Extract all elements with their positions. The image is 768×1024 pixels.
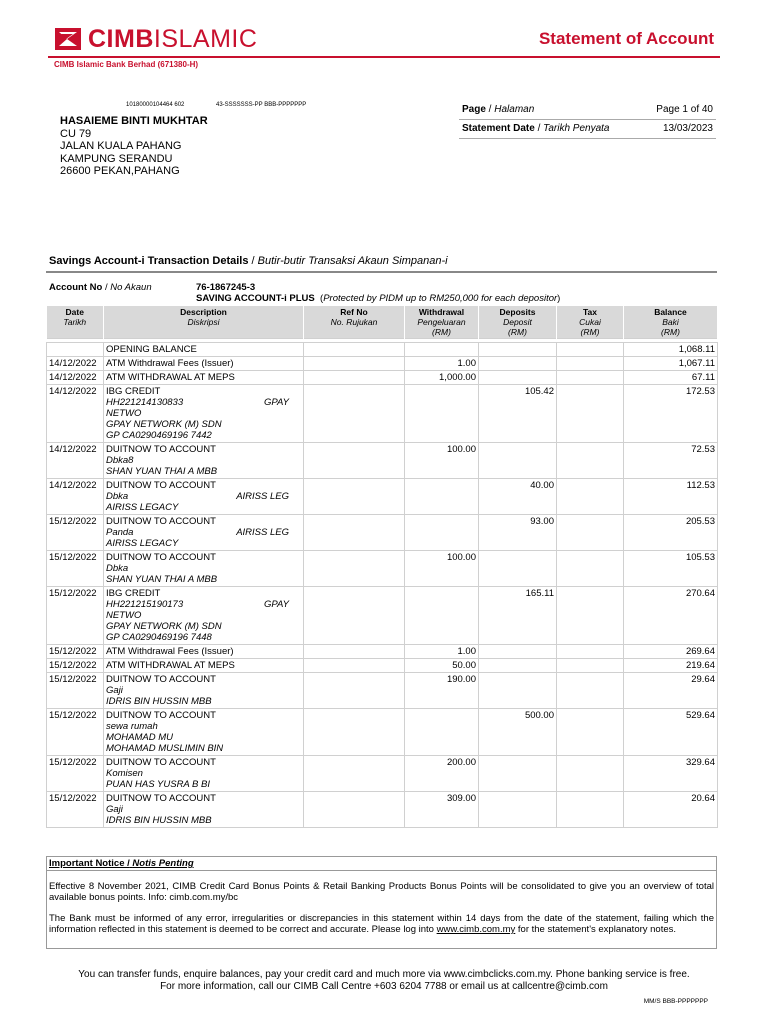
txn-date: 15/12/2022	[47, 645, 104, 659]
txn-date: 15/12/2022	[47, 659, 104, 673]
txn-deposit	[479, 443, 557, 479]
section-title: Savings Account-i Transaction Details / Butir-butir Transaksi Akaun Simpanan-i	[49, 255, 448, 267]
footer-code: MM/S BBB-PPPPPPP	[643, 998, 708, 1005]
transaction-row	[47, 479, 718, 515]
txn-withdrawal: 1.00	[405, 645, 479, 659]
txn-withdrawal: 1,000.00	[405, 371, 479, 385]
txn-deposit: 165.11	[479, 587, 557, 645]
txn-tax	[557, 515, 624, 551]
txn-deposit	[479, 357, 557, 371]
txn-withdrawal	[405, 515, 479, 551]
header-divider	[48, 56, 720, 58]
txn-withdrawal: 100.00	[405, 551, 479, 587]
txn-withdrawal: 200.00	[405, 756, 479, 792]
txn-description: DUITNOW TO ACCOUNT Komisen PUAN HAS YUSRA B BI	[104, 756, 304, 792]
txn-withdrawal	[405, 385, 479, 443]
mail-code-right: 43-SSSSSSS-PP BBB-PPPPPPP	[216, 102, 307, 108]
txn-date: 14/12/2022	[47, 357, 104, 371]
transaction-row	[47, 357, 718, 371]
txn-balance: 270.64	[624, 587, 718, 645]
statement-date-row: Statement Date / Tarikh Penyata 13/03/2023	[459, 120, 716, 139]
transaction-row	[47, 709, 718, 756]
txn-ref	[304, 587, 405, 645]
pidm-protection: Protected by PIDM up to RM250,000 for each depositor	[323, 293, 558, 304]
customer-address-block	[60, 115, 208, 178]
opening-balance-value: 1,068.11	[624, 343, 718, 357]
txn-ref	[304, 385, 405, 443]
transaction-table	[46, 306, 718, 828]
col-header-withdrawal: Withdrawal Pengeluaran (RM)	[405, 306, 479, 339]
transaction-row	[47, 385, 718, 443]
cimb-website-link[interactable]: www.cimb.com.my	[436, 924, 516, 935]
txn-withdrawal	[405, 587, 479, 645]
txn-ref	[304, 443, 405, 479]
txn-date: 15/12/2022	[47, 587, 104, 645]
document-title: Statement of Account	[538, 29, 714, 48]
txn-deposit	[479, 371, 557, 385]
section-divider	[46, 271, 717, 273]
txn-date: 14/12/2022	[47, 371, 104, 385]
txn-tax	[557, 479, 624, 515]
address-line: KAMPUNG SERANDU	[60, 152, 173, 165]
txn-balance: 269.64	[624, 645, 718, 659]
transaction-row	[47, 659, 718, 673]
txn-ref	[304, 756, 405, 792]
brand-logo: CIMBISLAMIC	[88, 25, 258, 53]
transaction-row	[47, 551, 718, 587]
txn-withdrawal: 100.00	[405, 443, 479, 479]
transaction-row	[47, 756, 718, 792]
txn-date: 15/12/2022	[47, 709, 104, 756]
txn-description: IBG CREDIT HH221214130833 GPAY NETWO GPAY NETWORK (M) SDN GP CA0290469196 7442	[104, 385, 304, 443]
txn-withdrawal: 1.00	[405, 357, 479, 371]
txn-tax	[557, 371, 624, 385]
important-notice: Important Notice / Notis Penting Effective 8 November 2021, CIMB Credit Card Bonus Points & Retail Banking Products Bonus Points will be consolidated to give you an overview of total available bonus points. Info: cimb.com.my/bc The Bank must be informed of any error, irregularities or discrepancies in this statement within 14 days from the date of the statement, failing which the information reflected in this statement is deemed to be correct and accurate. Please log into www.cimb.com.my for the statement's explanatory notes.	[46, 856, 717, 949]
txn-tax	[557, 357, 624, 371]
txn-date: 15/12/2022	[47, 551, 104, 587]
col-header-description: Description Diskripsi	[104, 306, 304, 339]
txn-deposit	[479, 673, 557, 709]
txn-deposit	[479, 659, 557, 673]
opening-balance-row	[47, 343, 718, 357]
txn-ref	[304, 792, 405, 828]
txn-description: DUITNOW TO ACCOUNT Dbka AIRISS LEG AIRISS LEGACY	[104, 479, 304, 515]
txn-date: 14/12/2022	[47, 385, 104, 443]
txn-tax	[557, 673, 624, 709]
txn-balance: 105.53	[624, 551, 718, 587]
txn-deposit: 40.00	[479, 479, 557, 515]
txn-description: DUITNOW TO ACCOUNT sewa rumah MOHAMAD MU MOHAMAD MUSLIMIN BIN	[104, 709, 304, 756]
statement-date: 13/03/2023	[662, 123, 713, 134]
col-header-balance: Balance Baki (RM)	[624, 306, 718, 339]
txn-date: 15/12/2022	[47, 515, 104, 551]
txn-balance: 529.64	[624, 709, 718, 756]
col-header-date: Date Tarikh	[47, 306, 104, 339]
col-header-tax: Tax Cukai (RM)	[557, 306, 624, 339]
txn-tax	[557, 659, 624, 673]
txn-deposit: 105.42	[479, 385, 557, 443]
transaction-row	[47, 515, 718, 551]
col-header-deposits: Deposits Deposit (RM)	[479, 306, 557, 339]
txn-date: 14/12/2022	[47, 479, 104, 515]
bank-legal-name: CIMB Islamic Bank Berhad (671380-H)	[54, 60, 199, 69]
txn-ref	[304, 371, 405, 385]
page-number: Page 1 of 40	[656, 104, 713, 115]
mail-code-left: 10180000104464 602	[126, 102, 185, 108]
txn-ref	[304, 659, 405, 673]
account-product: SAVING ACCOUNT-i PLUS	[196, 293, 315, 304]
txn-description: DUITNOW TO ACCOUNT Panda AIRISS LEG AIRISS LEGACY	[104, 515, 304, 551]
txn-tax	[557, 551, 624, 587]
col-header-ref: Ref No No. Rujukan	[304, 306, 405, 339]
txn-balance: 29.64	[624, 673, 718, 709]
txn-description: ATM Withdrawal Fees (Issuer)	[104, 357, 304, 371]
txn-balance: 20.64	[624, 792, 718, 828]
txn-ref	[304, 357, 405, 371]
notice-paragraph: The Bank must be informed of any error, irregularities or discrepancies in this statement within 14 days from the date of the statement, failing which the information reflected in this statement is deemed to be correct and accurate. Please log into www.cimb.com.my for the statement's explanatory notes.	[49, 913, 714, 935]
footer-line: You can transfer funds, enquire balances, pay your credit card and much more via www.cimbclicks.com.my. Phone banking service is free.	[78, 969, 690, 980]
address-line: 26600 PEKAN,PAHANG	[60, 165, 180, 177]
txn-ref	[304, 551, 405, 587]
txn-tax	[557, 587, 624, 645]
txn-balance: 172.53	[624, 385, 718, 443]
customer-name: HASAIEME BINTI MUKHTAR	[60, 115, 208, 127]
txn-description: DUITNOW TO ACCOUNT Dbka8 SHAN YUAN THAI A MBB	[104, 443, 304, 479]
txn-description: ATM WITHDRAWAL AT MEPS	[104, 659, 304, 673]
txn-deposit	[479, 551, 557, 587]
footer-line: For more information, call our CIMB Call Centre +603 6204 7788 or email us at callcentre@cimb.com	[160, 981, 608, 992]
table-header-row	[47, 306, 718, 339]
transaction-row	[47, 587, 718, 645]
txn-deposit: 93.00	[479, 515, 557, 551]
txn-ref	[304, 709, 405, 756]
opening-balance-label: OPENING BALANCE	[104, 343, 304, 357]
txn-date: 15/12/2022	[47, 792, 104, 828]
address-line: JALAN KUALA PAHANG	[60, 140, 182, 152]
txn-withdrawal	[405, 479, 479, 515]
txn-date: 14/12/2022	[47, 443, 104, 479]
txn-tax	[557, 443, 624, 479]
txn-tax	[557, 709, 624, 756]
transaction-row	[47, 645, 718, 659]
txn-withdrawal: 309.00	[405, 792, 479, 828]
txn-tax	[557, 385, 624, 443]
page-row: Page / Halaman Page 1 of 40	[459, 101, 716, 120]
account-number: 76-1867245-3	[196, 282, 256, 293]
txn-balance: 67.11	[624, 371, 718, 385]
txn-balance: 219.64	[624, 659, 718, 673]
cimb-logo-icon	[55, 28, 81, 50]
txn-description: DUITNOW TO ACCOUNT Dbka SHAN YUAN THAI A MBB	[104, 551, 304, 587]
txn-withdrawal	[405, 709, 479, 756]
txn-withdrawal: 50.00	[405, 659, 479, 673]
txn-balance: 205.53	[624, 515, 718, 551]
txn-tax	[557, 645, 624, 659]
txn-description: DUITNOW TO ACCOUNT Gaji IDRIS BIN HUSSIN MBB	[104, 673, 304, 709]
transaction-row	[47, 371, 718, 385]
txn-description: ATM Withdrawal Fees (Issuer)	[104, 645, 304, 659]
txn-ref	[304, 645, 405, 659]
txn-tax	[557, 792, 624, 828]
txn-date: 15/12/2022	[47, 756, 104, 792]
txn-deposit	[479, 792, 557, 828]
txn-deposit	[479, 756, 557, 792]
txn-deposit	[479, 645, 557, 659]
txn-ref	[304, 673, 405, 709]
txn-withdrawal: 190.00	[405, 673, 479, 709]
account-info: Account No / No Akaun 76-1867245-3 SAVING ACCOUNT-i PLUS (Protected by PIDM up to RM250,000 for each depositor)	[49, 282, 561, 304]
txn-description: DUITNOW TO ACCOUNT Gaji IDRIS BIN HUSSIN MBB	[104, 792, 304, 828]
txn-tax	[557, 756, 624, 792]
txn-balance: 72.53	[624, 443, 718, 479]
txn-deposit: 500.00	[479, 709, 557, 756]
transaction-row	[47, 443, 718, 479]
notice-paragraph: Effective 8 November 2021, CIMB Credit Card Bonus Points & Retail Banking Products Bonus Points will be consolidated to give you an overview of total available bonus points. Info: cimb.com.my/bc	[49, 881, 714, 903]
txn-description: IBG CREDIT HH221215190173 GPAY NETWO GPAY NETWORK (M) SDN GP CA0290469196 7448	[104, 587, 304, 645]
transaction-row	[47, 792, 718, 828]
txn-balance: 112.53	[624, 479, 718, 515]
txn-balance: 329.64	[624, 756, 718, 792]
txn-balance: 1,067.11	[624, 357, 718, 371]
txn-description: ATM WITHDRAWAL AT MEPS	[104, 371, 304, 385]
txn-ref	[304, 515, 405, 551]
transaction-row	[47, 673, 718, 709]
txn-ref	[304, 479, 405, 515]
txn-date: 15/12/2022	[47, 673, 104, 709]
address-line: CU 79	[60, 127, 92, 140]
